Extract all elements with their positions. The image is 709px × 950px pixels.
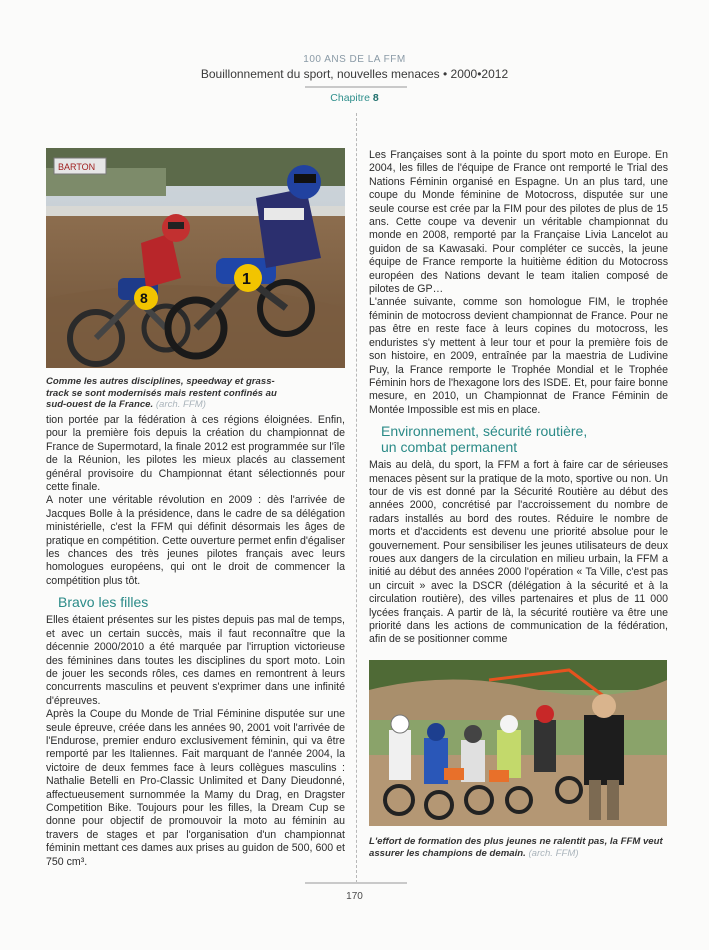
left-paragraph-3: Elles étaient présentes sur les pistes depuis pas mal de temps, et avec un certain succès, mais il faut reconnaître que la décennie 2000/2010 a été marquée par l'irruption victorieuse des féminines dans toutes les disciplines du sport moto. Loin de jouer les seconds rôles, ces dames en remontrent à leurs concurrents masculins et peuvent s'exprimer dans une infinité d'épreuves. <box>46 614 345 707</box>
heading-line-2: un combat permanent <box>381 439 518 456</box>
header-divider <box>305 86 407 88</box>
chapter-number: 8 <box>372 92 379 104</box>
heading-line-1: Environnement, sécurité routière, <box>381 423 588 440</box>
rider-number-back: 8 <box>140 290 148 306</box>
section-heading-environnement <box>381 423 668 455</box>
photo2-caption <box>369 836 669 859</box>
right-paragraph-2: L'année suivante, comme son homologue FIM, le trophée féminin de motocross devient championnat de France. Pour ne pas être en reste face à leurs copines du motocross, les enduristes s'y mettent à leur tour et pour la première fois de son histoire, en 2009, entraînée par la maestria de Ludivine Puy, la France remporte le Trophée Mondial et le Trophée Féminin hors de l'hexagone lors des ISDE. Et, pour faire bonne mesure, en 2010, un Championnat de France Féminin de Montée Impossible est mis en place. <box>369 296 668 416</box>
chapter-label <box>0 92 709 104</box>
page-number: 170 <box>346 891 363 902</box>
speedway-photo <box>46 148 345 368</box>
running-header-subtitle: Bouillonnement du sport, nouvelles menaces • 2000•2012 <box>200 67 509 81</box>
banner-sign: BARTON <box>58 162 96 172</box>
photo2-credit: (arch. FFM) <box>528 847 579 859</box>
column-divider <box>356 113 357 883</box>
photo1-credit: (arch. FFM) <box>155 399 206 411</box>
left-paragraph-4: Après la Coupe du Monde de Trial Féminine disputée sur une seule épreuve, créée dans les années 90, 2001 voit l'arrivée de l'Endurose, premier enduro exclusivement féminin, qui va être remporté par les Italiennes. Fait marquant de l'année 2004, la victoire de deux femmes face à leurs collègues masculins : Nathalie Betelli en Pro-Classic Unlimited et Dany Dieudonné, affectueusement surnommée la Mamy du Drag, en Dragster Competition Bike. Toujours pour les filles, la Dream Cup se donne pour objectif de promouvoir la moto au féminin au travers de stages et par l'organisation d'un championnat féminin mettant ces dames aux prises au guidon de 500, 600 et 750 cm³. <box>46 708 345 868</box>
left-paragraph-1: tion portée par la fédération à ces régions éloignées. Enfin, pour la première fois depuis la création du championnat de France de Supermotard, la finale 2012 est programmée sur l'île de la Réunion, les pilotes les mieux placés au classement général provisoire du Championnat étant sélectionnés pour cette finale. <box>46 414 345 494</box>
right-paragraph-3: Mais au delà, du sport, la FFM a fort à faire car de sérieuses menaces pèsent sur la pratique de la moto, sportive ou non. Un tour de vis est donné par la Sécurité Routière au début des années 2000, concrétisé par l'accroissement du nombre de radars installés au bord des routes. Réduire le nombre de morts et d'accidents est devenu une priorité absolue pour le gouvernement. Pour sensibiliser les jeunes utilisateurs de deux roues aux dangers de la circulation en milieu urbain, la FFM a initié au début des années 2000 l'opération « Ta Ville, c'est pas un circuit » avec la DSCR (délégation à la sécurité et à la circulation routière), des villes partenaires et plus de 11 000 lycées français. A partir de là, la sécurité routière va être une priorité dans les actions de communication de la fédération, afin de se positionner comme <box>369 459 668 646</box>
section-heading-bravo: Bravo les filles <box>58 594 149 611</box>
rider-number-front: 1 <box>242 271 251 288</box>
right-column-top <box>369 149 668 647</box>
left-paragraph-2: A noter une véritable révolution en 2009 : dès l'arrivée de Jacques Bolle à la présidence, dans le cadre de sa délégation ministérielle, c'est la FFM qui définit désormais les âges de pratique en compétition. Cette ouverture permet enfin d'égaliser les chances des très jeunes pilotes français avec leurs homologues européens, qui ont le droit de commencer la compétition plus tôt. <box>46 494 345 587</box>
left-column <box>46 414 345 869</box>
photo1-caption <box>46 376 296 411</box>
footer-divider <box>305 882 407 884</box>
chapter-word: Chapitre <box>330 92 370 104</box>
right-paragraph-1: Les Françaises sont à la pointe du sport moto en Europe. En 2004, les filles de l'équipe de France ont remporté le Trial des Nations Féminin organisé en Espagne. Un an plus tard, une coupe du Monde féminine de Motocross, disputée sur une seule course est crée par la FIM pour des pilotes de plus de 15 ans. Cette coupe va devenir un véritable championnat du monde en 2008, remporté par la Française Livia Lancelot au guidon de sa Kawasaki. Pour compléter ce succès, la jeune équipe de France remporte la huitième édition du Motocross européen des Nations devant le team italien composé de pilotes de GP… <box>369 149 668 296</box>
photo1-caption-text: Comme les autres disciplines, speedway et grass-track se sont modernisés mais restent confinés au sud-ouest de la France. <box>46 376 277 411</box>
youth-motocross-photo <box>369 660 667 826</box>
running-header-top: 100 ANS DE LA FFM <box>303 54 406 65</box>
photo2-caption-text: L'effort de formation des plus jeunes ne ralentit pas, la FFM veut assurer les champions de demain. <box>369 836 663 859</box>
